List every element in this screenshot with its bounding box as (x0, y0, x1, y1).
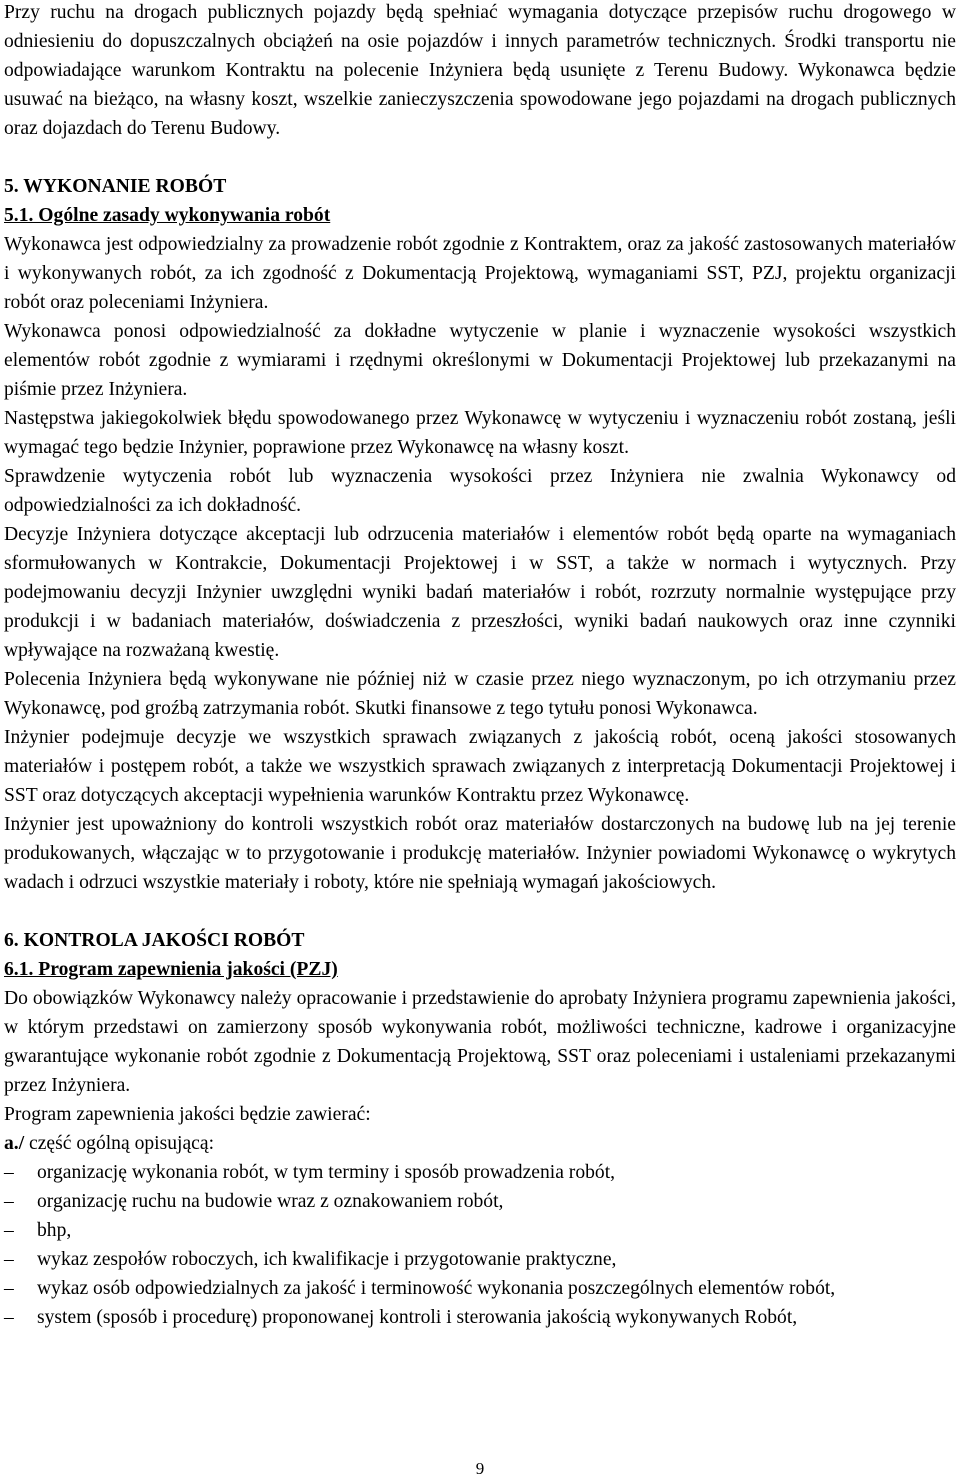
section-5-paragraph: Wykonawca ponosi odpowiedzialność za dokładne wytyczenie w planie i wyznaczenie wysokości wszystkich elementów robót zgodnie z wymiarami i rzędnymi określonymi w Dokumentacji Projektowej lub przekazanymi na piśmie przez Inżyniera. (4, 321, 956, 400)
page-number: 9 (475, 1459, 485, 1478)
section-5-1-subheading: 5.1. Ogólne zasady wykonywania robót (4, 205, 331, 226)
section-5-paragraph: Decyzje Inżyniera dotyczące akceptacji lub odrzucenia materiałów i elementów robót będą oparte na wymaganiach sformułowanych w Kontrakcie, Dokumentacji Projektowej i w SST, a także w normach i wytycznych. Przy podejmowaniu decyzji Inżynier uwzględni wyniki badań materiałów i robót, rozrzuty normalnie występujące przy produkcji i w badaniach materiałów, doświadczenia z przeszłości, wyniki badań naukowych oraz inne czynniki wpływające na rozważaną kwestię. (4, 524, 956, 661)
list-item-text: organizację ruchu na budowie wraz z oznakowaniem robót, (37, 1191, 504, 1212)
document-page (4, 0, 956, 1332)
list-item (4, 1187, 956, 1216)
list-item (4, 1303, 956, 1332)
section-5-paragraph: Polecenia Inżyniera będą wykonywane nie później niż w czasie przez niego wyznaczonym, po ich otrzymaniu przez Wykonawcę, pod groźbą zatrzymania robót. Skutki finansowe z tego tytułu ponosi Wykonawca. (4, 669, 956, 719)
list-item (4, 1274, 956, 1303)
dash-bullet: – (4, 1278, 14, 1299)
section-6-paragraph: Do obowiązków Wykonawcy należy opracowanie i przedstawienie do aprobaty Inżyniera programu zapewnienia jakości, w którym przedstawi on zamierzony sposób wykonywania robót, możliwości techniczne, kadrowe i organizacyjne gwarantujące wykonanie robót zgodnie z Dokumentacją Projektową, SST oraz poleceniami i ustaleniami przekazanymi przez Inżyniera. (4, 988, 956, 1096)
section-5-heading: 5. WYKONANIE ROBÓT (4, 176, 227, 197)
list-item-text: wykaz zespołów roboczych, ich kwalifikacje i przygotowanie praktyczne, (37, 1249, 617, 1270)
section-5-paragraph: Inżynier podejmuje decyzje we wszystkich sprawach związanych z jakością robót, oceną jakości stosowanych materiałów i postępem robót, a także we wszystkich sprawach związanych z interpretacją Dokumentacji Projektowej i SST oraz dotyczących akceptacji wypełnienia warunków Kontraktu przez Wykonawcę. (4, 727, 956, 806)
list-item-text: bhp, (37, 1220, 72, 1241)
blank-line (4, 897, 956, 926)
section-6-paragraph: Program zapewnienia jakości będzie zawierać: (4, 1104, 371, 1125)
dash-bullet: – (4, 1220, 14, 1241)
list-item (4, 1158, 956, 1187)
list-item-text: organizację wykonania robót, w tym terminy i sposób prowadzenia robót, (37, 1162, 616, 1183)
list-item (4, 1216, 956, 1245)
part-a-line (4, 1129, 956, 1158)
section-5-paragraph: Inżynier jest upoważniony do kontroli wszystkich robót oraz materiałów dostarczonych na budowę lub na jej terenie produkowanych, włączając w to przygotowanie i produkcję materiałów. Inżynier powiadomi Wykonawcę o wykrytych wadach i odrzuci wszystkie materiały i roboty, które nie spełniają wymagań jakościowych. (4, 814, 956, 893)
part-a-label: a./ (4, 1133, 25, 1154)
dash-bullet: – (4, 1191, 14, 1212)
intro-paragraph: Przy ruchu na drogach publicznych pojazdy będą spełniać wymagania dotyczące przepisów ruchu drogowego w odniesieniu do dopuszczalnych obciążeń na osie pojazdów i innych parametrów technicznych. Środki transportu nie odpowiadające warunkom Kontraktu na polecenie Inżyniera będą usunięte z Terenu Budowy. Wykonawca będzie usuwać na bieżąco, na własny koszt, wszelkie zanieczyszczenia spowodowane jego pojazdami na drogach publicznych oraz dojazdach do Terenu Budowy. (4, 2, 956, 139)
section-5-paragraph: Sprawdzenie wytyczenia robót lub wyznaczenia wysokości przez Inżyniera nie zwalnia Wykonawcy od odpowiedzialności za ich dokładność. (4, 466, 956, 516)
dash-bullet: – (4, 1249, 14, 1270)
section-5-paragraph: Następstwa jakiegokolwiek błędu spowodowanego przez Wykonawcę w wytyczeniu i wyznaczeniu robót zostaną, jeśli wymagać tego będzie Inżynier, poprawione przez Wykonawcę na własny koszt. (4, 408, 956, 458)
list-item-text: system (sposób i procedurę) proponowanej kontroli i sterowania jakością wykonywanych Robót, (37, 1307, 798, 1328)
part-a-text: część ogólną opisującą: (24, 1133, 215, 1154)
list-item-text: wykaz osób odpowiedzialnych za jakość i terminowość wykonania poszczególnych elementów robót, (37, 1278, 836, 1299)
dash-bullet: – (4, 1162, 14, 1183)
quality-program-list (4, 1158, 956, 1332)
list-item (4, 1245, 956, 1274)
section-6-1-subheading: 6.1. Program zapewnienia jakości (PZJ) (4, 959, 338, 980)
section-6-heading: 6. KONTROLA JAKOŚCI ROBÓT (4, 930, 305, 951)
blank-line (4, 143, 956, 172)
dash-bullet: – (4, 1307, 14, 1328)
section-5-paragraph: Wykonawca jest odpowiedzialny za prowadzenie robót zgodnie z Kontraktem, oraz za jakość zastosowanych materiałów i wykonywanych robót, za ich zgodność z Dokumentacją Projektową, wymaganiami SST, PZJ, projektu organizacji robót oraz poleceniami Inżyniera. (4, 234, 956, 313)
